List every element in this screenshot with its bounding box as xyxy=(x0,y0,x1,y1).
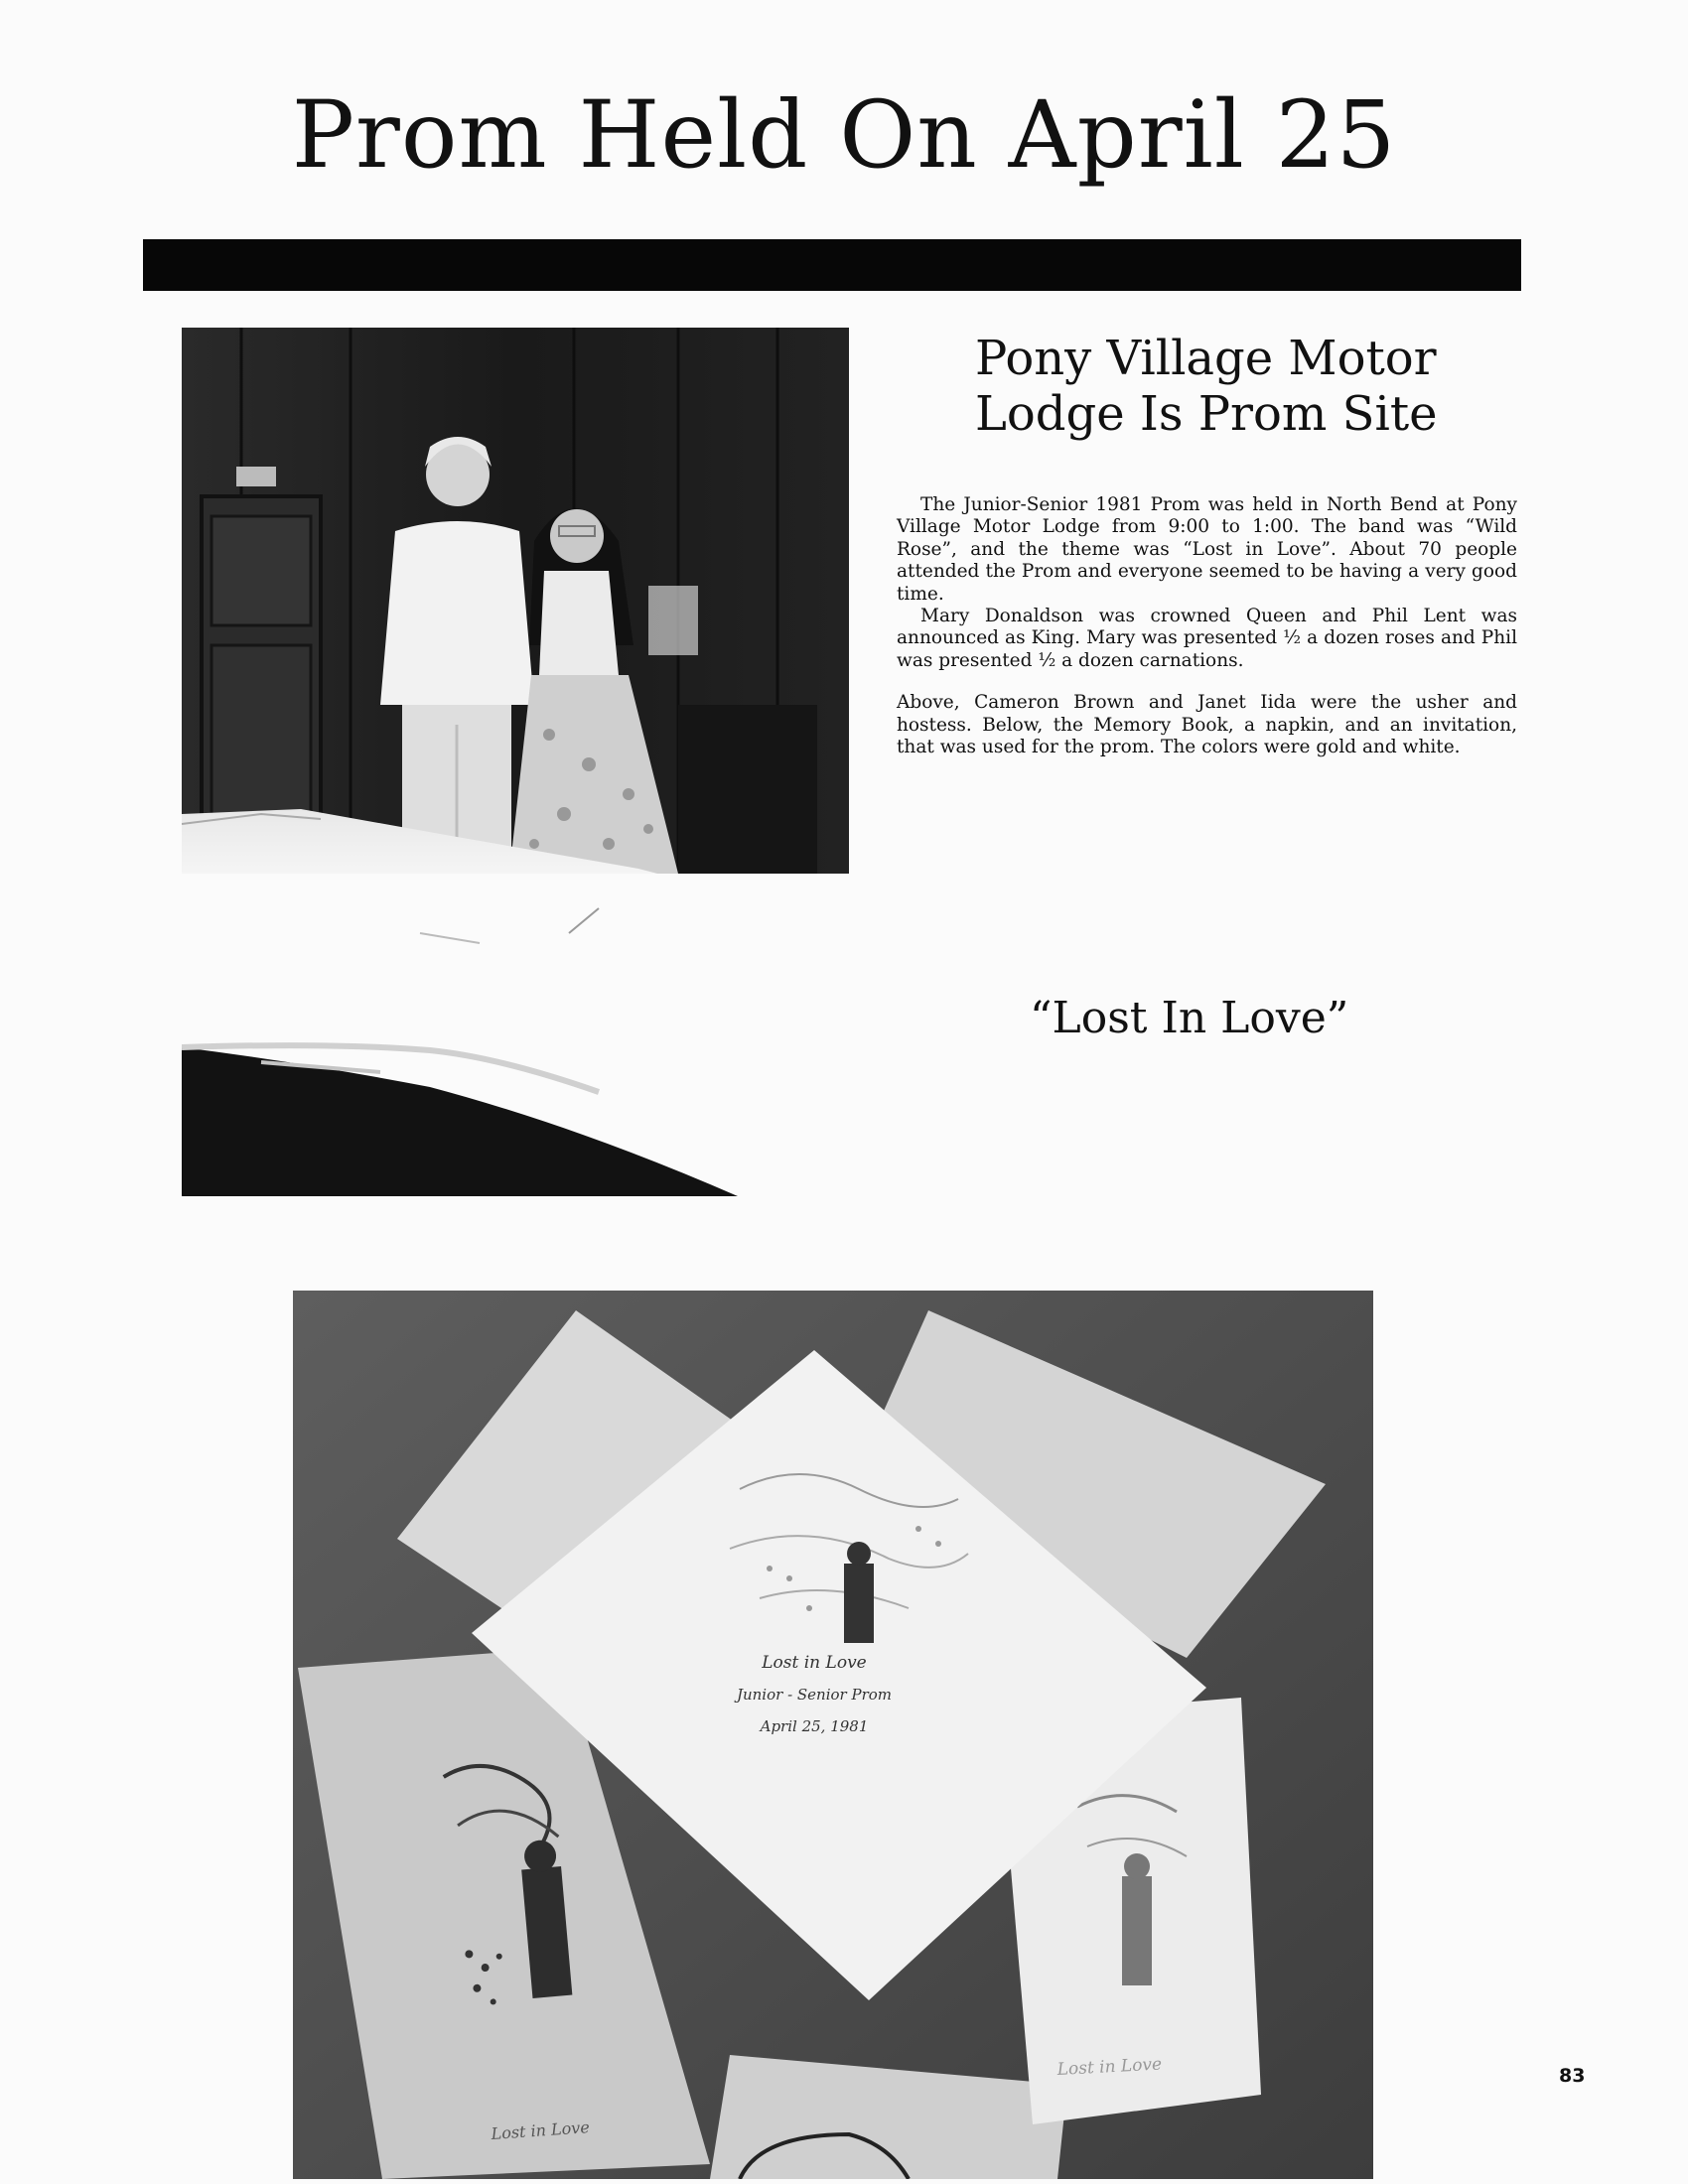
article-headline-line2: Lodge Is Prom Site xyxy=(975,386,1438,442)
napkin-line-1: Lost in Love xyxy=(762,1653,867,1673)
theme-heading: “Lost In Love” xyxy=(1030,993,1349,1043)
article-body xyxy=(897,494,1517,758)
couple-photo xyxy=(182,328,849,874)
photo-caption: Above, Cameron Brown and Janet Iida were the usher and hostess. Below, the Memory Book, a napkin, and an invitation, that was used for the prom. The colors were gold and white. xyxy=(897,692,1517,758)
article-headline-line1: Pony Village Motor xyxy=(975,331,1437,386)
header-rule xyxy=(143,239,1521,291)
napkin-line-2: Junior - Senior Prom xyxy=(736,1686,893,1704)
article-paragraph: Mary Donaldson was crowned Queen and Phil Lent was announced as King. Mary was presented ½ a dozen roses and Phil was presented ½ a dozen carnations. xyxy=(897,606,1517,671)
page-number: 83 xyxy=(1559,2065,1586,2087)
invitation-label: Lost in Love xyxy=(1056,2054,1163,2080)
tablecloth-photo-extension xyxy=(182,874,738,1196)
article-paragraph: The Junior-Senior 1981 Prom was held in North Bend at Pony Village Motor Lodge from 9:00 to 1:00. The band was “Wild Rose”, and the theme was “Lost in Love”. About 70 people attended the Prom and everyone seemed to be having a very good time. xyxy=(897,494,1517,605)
memory-book-label: Lost in Love xyxy=(490,2117,591,2143)
prom-items-photo xyxy=(293,1291,1373,2179)
napkin-line-3: April 25, 1981 xyxy=(760,1717,869,1735)
page-title: Prom Held On April 25 xyxy=(291,81,1397,190)
article-headline xyxy=(975,331,1531,442)
